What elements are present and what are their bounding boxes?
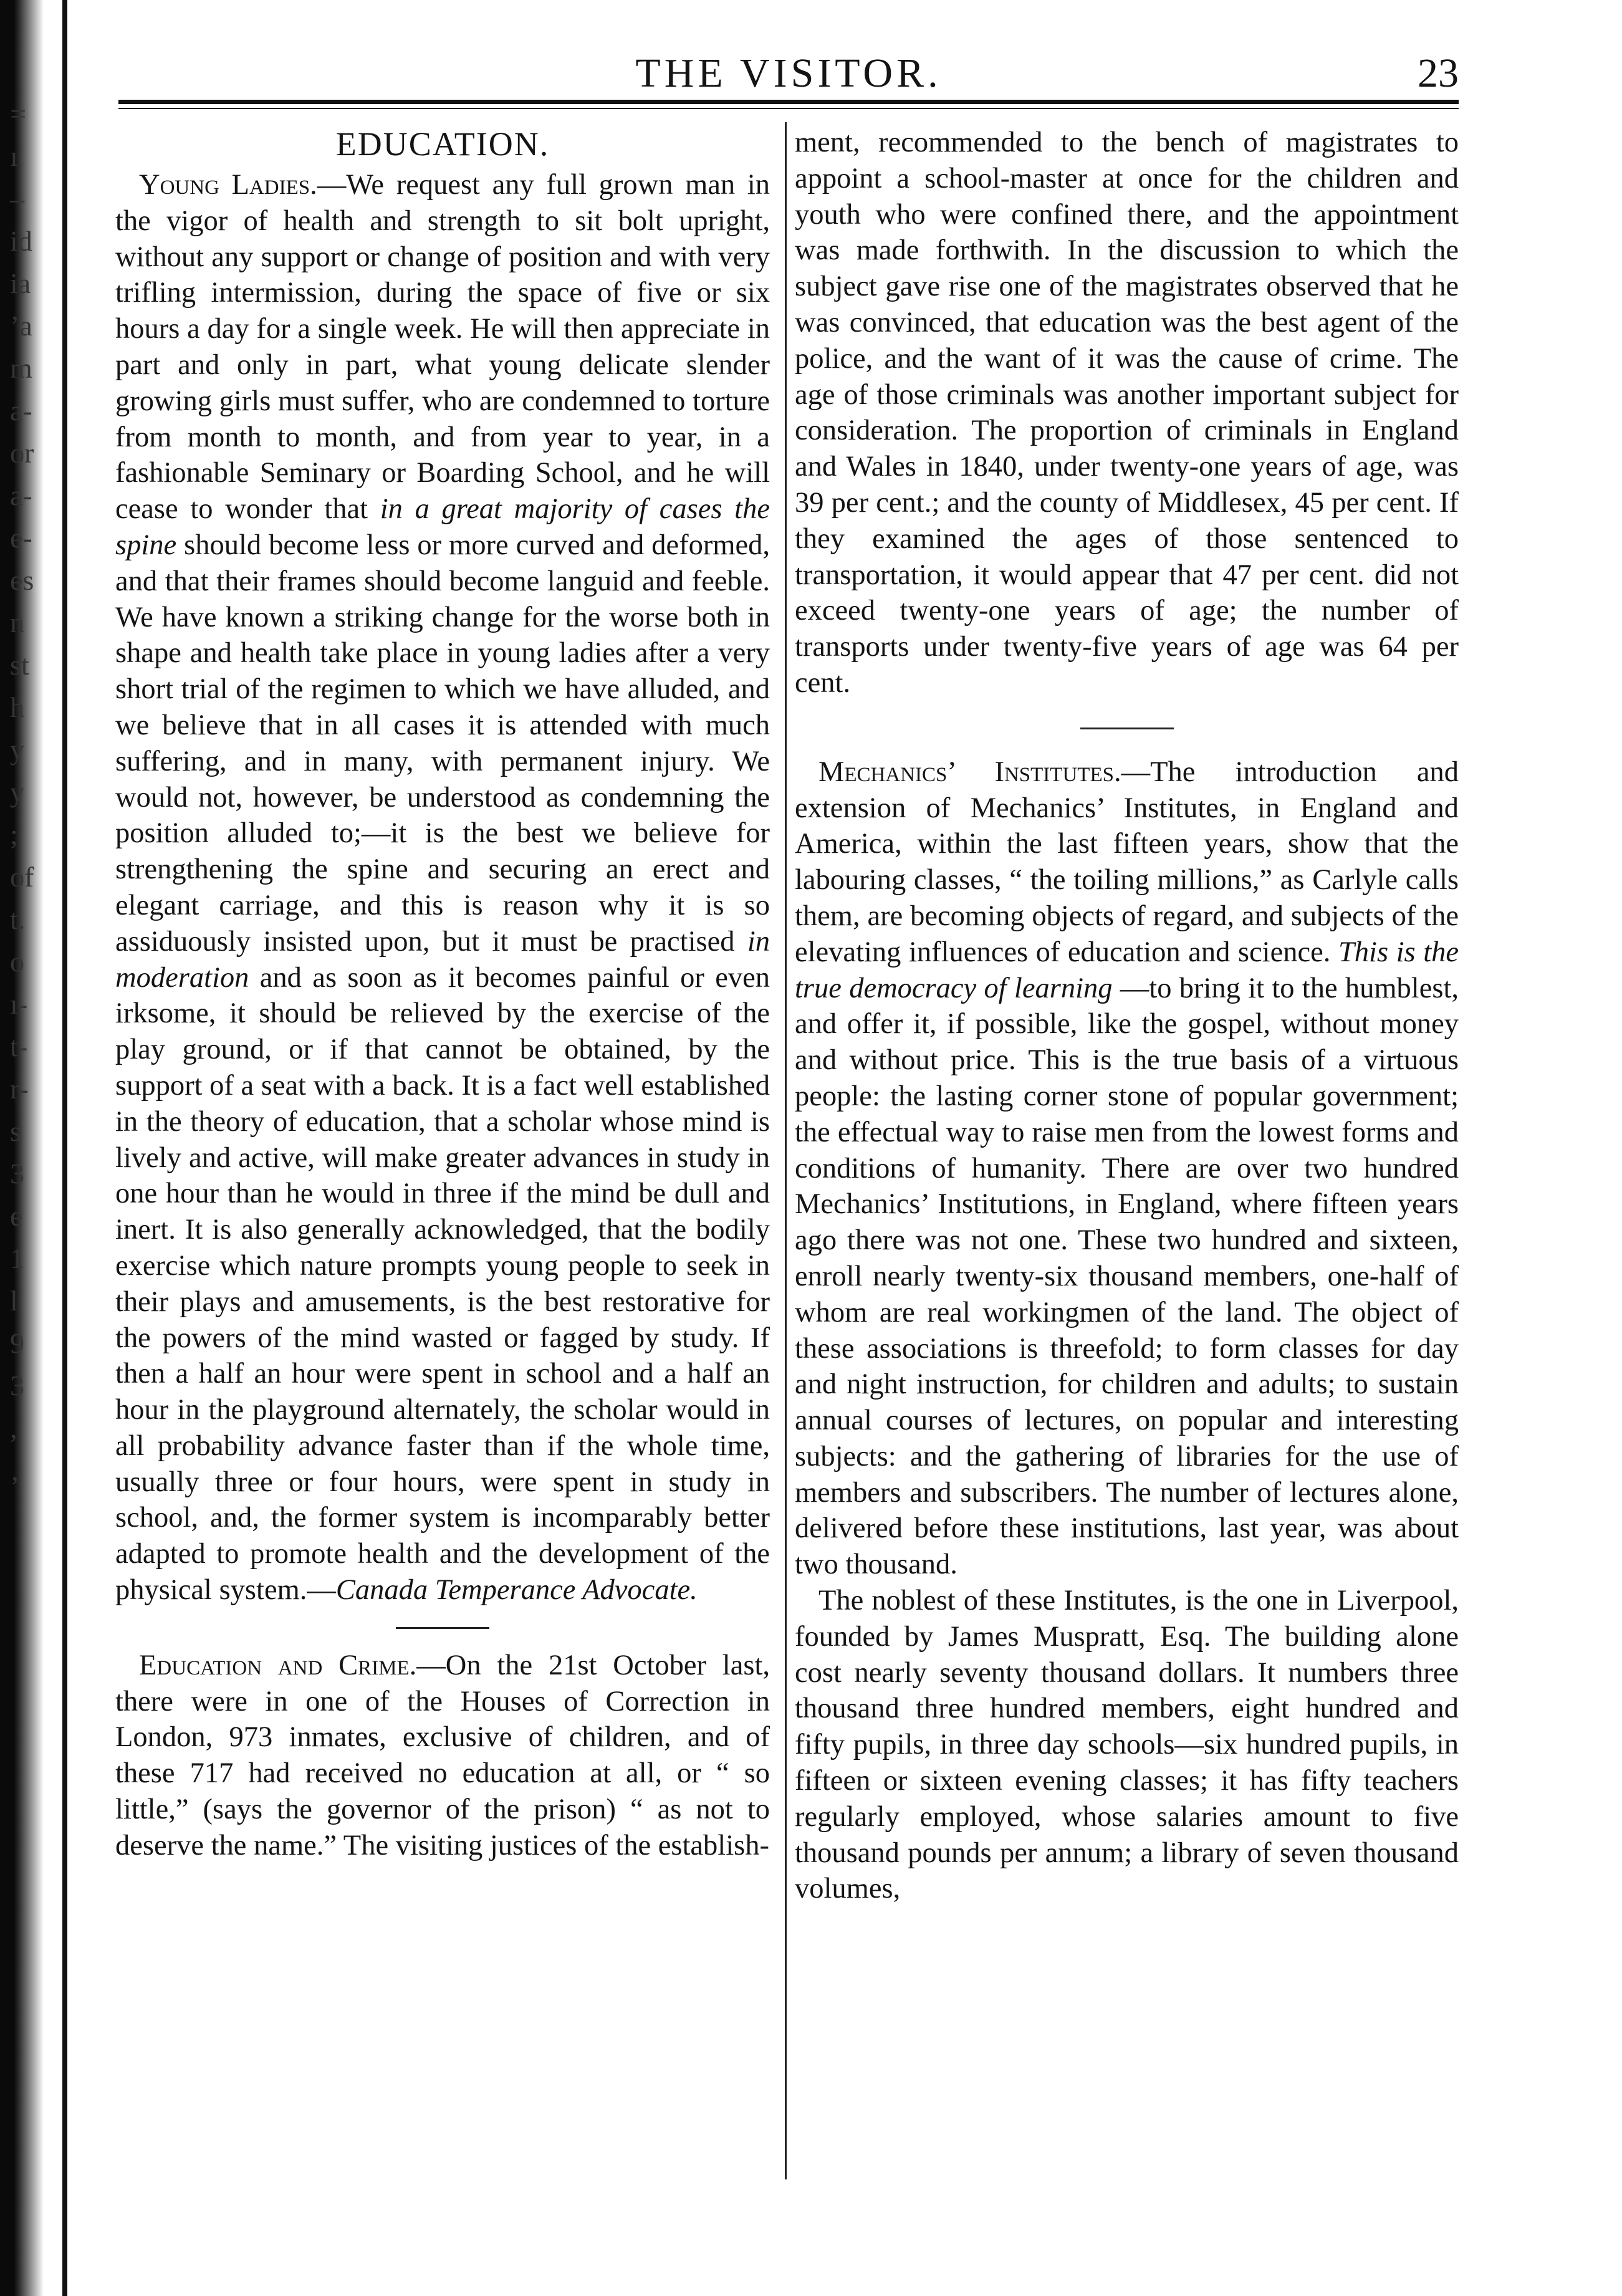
bleed-fragment: 3	[10, 1158, 24, 1189]
bleed-fragment: id	[10, 225, 32, 257]
bleed-fragment: ’a	[10, 310, 32, 342]
header-rule-thick	[118, 100, 1459, 104]
section-title: EDUCATION.	[335, 125, 550, 163]
bleed-fragment: =	[10, 98, 26, 130]
bleed-fragment: ı	[10, 140, 18, 172]
article-paragraph: The noblest of these Institutes, is the one in Liverpool, founded by James Muspratt, Esq. The building alone cost nearly seventy thousand dollars. It numbers three thousand three hundred members, eight hundred and fifty pupils, in three day schools—six hundred pupils, in fifteen or sixteen evening classes; it has fifty teachers regularly employed, whose salaries amount to five thousand pounds per annum; a library of seven thousand volumes,	[795, 1585, 1459, 1905]
article-separator	[1080, 728, 1174, 729]
article-body: and as soon as it becomes painful or even irksome, it should be relieved by the exercise of the play ground, or if that cannot be obtained, by the support of a seat with a back. It is a fact well established in the theory of education, that a scholar whose mind is lively and active, will make greater advances in study in one hour than he would in three if the mind be dull and inert. It is also generally acknowledged, that the bodily exercise which nature prompts young people to seek in their plays and amusements, is the best restorative for the powers of the mind wasted or fagged by study. If then a half an hour were spent in school and a half an hour in the playground alternately, the scholar would in all probability advance faster than if the whole time, usually three or four hours, were spent in study in school, and, the former system is incomparably better adapted to promote health and the development of the physical system.—	[115, 961, 770, 1607]
bleed-fragment: m	[10, 352, 32, 384]
bleed-fragment: ,	[10, 1412, 17, 1444]
binding-line	[62, 0, 67, 2296]
bleed-fragment: o	[10, 946, 24, 977]
bleed-fragment: st	[10, 649, 29, 681]
page-header	[118, 50, 1459, 106]
bleed-fragment: e	[10, 1200, 23, 1232]
bleed-fragment: 1	[10, 1242, 24, 1274]
article-emphasis: in moderation	[115, 925, 770, 994]
bleed-fragment: s	[10, 1115, 21, 1147]
article-continuation: ment, recommended to the bench of magistrates to appoint a school-master at once for the children and youth who were confined there, and the appointment was made forthwith. In the discussion to which the subject gave rise one of the magistrates observed that he was convinced, that education was the best agent of the police, and the want of it was the cause of crime. The age of those criminals was another important subject for consideration. The proportion of criminals in England and Wales in 1840, under twenty-one years of age, was 39 per cent.; and the county of Middlesex, 45 per cent. If they examined the ages of those sentenced to transportation, it would appear that 47 per cent. did not exceed twenty-one years of age; the number of transports under twenty-five years of age was 64 per cent.	[795, 127, 1459, 699]
bleed-fragment: y	[10, 776, 24, 808]
bleed-fragment: ı-	[10, 988, 28, 1020]
bleed-fragment: or	[10, 437, 34, 469]
article-lead: Mechanics’ Institutes.	[818, 756, 1121, 788]
bleed-fragment: y	[10, 734, 24, 766]
article-emphasis: This is the true democracy of learning	[795, 936, 1459, 1004]
running-title: THE VISITOR.	[635, 50, 942, 96]
right-column	[795, 125, 1459, 1907]
bleed-fragment: a-	[10, 479, 32, 511]
article-body: —We request any full grown man in the vigor of health and strength to sit bolt upright, without any support or change of position and with very trifling intermission, during the space of five or six hours a day for a single week. He will then appreciate in part and only in part, what young delicate slender growing girls must suffer, who are condemned to torture from month to month, and from year to year, in a fashionable Seminary or Boarding School, and he will cease to wonder that	[115, 169, 770, 526]
bleed-fragment: of	[10, 861, 34, 893]
article-education-crime	[115, 1648, 770, 1864]
bleed-fragment: es	[10, 564, 34, 596]
bleed-fragment: ia	[10, 267, 31, 299]
article-young-ladies	[115, 167, 770, 1608]
article-lead: Education and Crime.	[139, 1649, 417, 1681]
bleed-fragment: 9	[10, 1327, 24, 1359]
article-lead: Young Ladies.	[139, 169, 317, 201]
bleed-fragment: ;	[10, 819, 18, 850]
page-number: 23	[1418, 50, 1459, 96]
article-body: —The introduction and extension of Mechanics’ Institutes, in England and America, within the last fifteen years, show that the labouring classes, “ the toiling millions,” as Carlyle calls them, are becoming objects of regard, and subjects of the elevating influences of education and science.	[795, 756, 1459, 968]
article-source: Canada Temperance Advocate.	[335, 1574, 698, 1607]
bleed-fragment: t.	[10, 903, 26, 935]
bleed-fragment: ‒	[10, 183, 24, 214]
bleed-fragment: ‚	[10, 1454, 20, 1486]
bleed-fragment: t-	[10, 1030, 28, 1062]
bleed-fragment: e-	[10, 522, 32, 554]
column-divider	[785, 122, 787, 2179]
article-mechanics-institutes	[795, 754, 1459, 1583]
facing-page-bleed	[1, 100, 50, 1596]
article-emphasis: in a great majority of cases the spine	[115, 493, 770, 561]
left-column	[115, 125, 770, 1864]
bleed-fragment: a-	[10, 395, 32, 426]
bleed-fragment: l	[10, 1285, 18, 1317]
article-separator	[396, 1627, 489, 1629]
header-rule-thin	[118, 108, 1459, 109]
article-body: should become less or more curved and deformed, and that their frames should become languid and feeble. We have known a striking change for the worse both in shape and health take place in young ladies after a very short trial of the regimen to which we have alluded, and we believe that in all cases it is attended with much suffering, and in many, with permanent injury. We would not, however, be understood as condemning the position alluded to;—it is the best we believe for strengthening the spine and securing an erect and elegant carriage, and this is reason why it is so assiduously insisted upon, but it must be practised	[115, 529, 770, 958]
bleed-fragment: 3	[10, 1370, 24, 1401]
bleed-fragment: n	[10, 607, 24, 638]
bleed-fragment: h	[10, 691, 24, 723]
article-body: —On the 21st October last, there were in one of the Houses of Correction in London, 973 inmates, exclusive of children, and of these 717 had received no education at all, or “ so little,” (says the governor of the prison) “ as not to deserve the name.” The visiting justices of the establish-	[115, 1649, 770, 1861]
bleed-fragment: r-	[10, 1073, 29, 1105]
article-body: —to bring it to the humblest, and offer it, if possible, like the gospel, without money and without price. This is the true basis of a virtuous people: the lasting corner stone of popular government; the effectual way to raise men from the lowest forms and conditions of humanity. There are over two hundred Mechanics’ Institutions, in England, where fifteen years ago there was not one. These two hundred and sixteen, enroll nearly twenty-six thousand members, one-half of whom are real workingmen of the land. The object of these associations is threefold; to form classes for day and night instruction, for children and adults; to sustain annual courses of lectures, on popular and interesting subjects: and the gathering of libraries for the use of members and subscribers. The number of lectures alone, delivered before these institutions, last year, was about two thousand.	[795, 972, 1459, 1581]
